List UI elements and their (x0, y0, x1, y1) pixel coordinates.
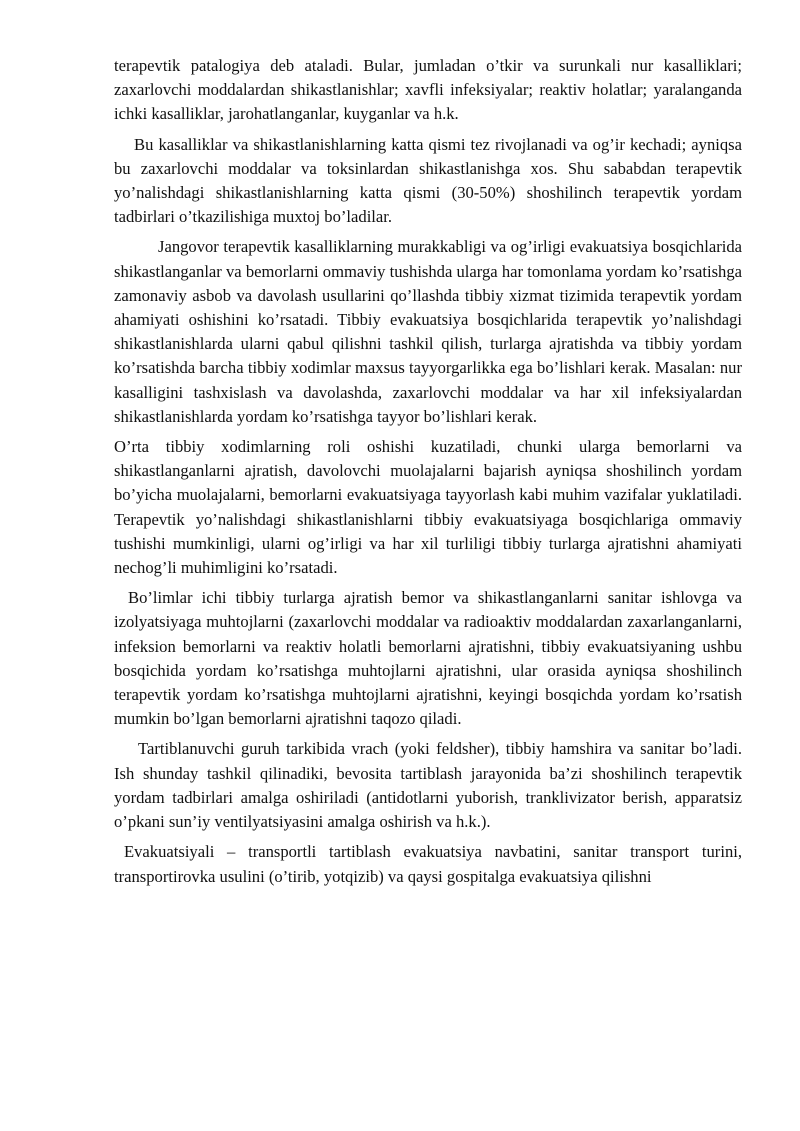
document-page (114, 54, 742, 889)
paragraph-3: Jangovor terapevtik kasalliklarning murakkabligi va og’irligi evakuatsiya bosqichlarida shikastlanganlar va bemorlarni ommaviy tushishda ularga har tomonlama yordam ko’rsatishga zamonaviy asbob va davolash usullarini qo’llashda tibbiy xizmat tizimida terapevtik yordam ahamiyati oshishini ko’rsatadi. Tibbiy evakuatsiya bosqichlarida terapevtik yo’nalishdagi shikastlanishlarda ularni qabul qilishni tashkil qilish, turlarga ajratishda va tibbiy yordam ko’rsatishda barcha tibbiy xodimlar maxsus tayyorgarlikka ega bo’lishlari kerak. Masalan: nur kasalligini tashxislash va davolashda, zaxarlovchi moddalar va har xil infeksiyalardan shikastlanishlarda yordam ko’rsatishga tayyor bo’lishlari kerak. (114, 237, 742, 426)
paragraph-5: Bo’limlar ichi tibbiy turlarga ajratish bemor va shikastlanganlarni sanitar ishlovga va izolyatsiyaga muhtojlarni (zaxarlovchi moddalar va radioaktiv moddalardan zaxarlanganlarni, infeksion bemorlarni va reaktiv holatli bemorlarni ajratishni, tibbiy evakuatsiyaning ushbu bosqichida yordam ko’rsatishga muhtojlarni ajratishni, ular orasida ayniqsa shoshilinch terapevtik yordam ko’rsatishga muhtojlarni ajratishni, keyingi bosqichda yordam ko’rsatish mumkin bo’lgan bemorlarni ajratishni taqozo qiladi. (114, 588, 742, 729)
paragraph-6: Tartiblanuvchi guruh tarkibida vrach (yoki feldsher), tibbiy hamshira va sanitar bo’ladi. Ish shunday tashkil qilinadiki, bevosita tartiblash jarayonida ba’zi shoshilinch terapevtik yordam tadbirlari amalga oshiriladi (antidotlarni yuborish, tranklivizator berish, apparatsiz o’pkani sun’iy ventilyatsiyasini amalga oshirish va h.k.). (114, 739, 742, 832)
paragraph-2: Bu kasalliklar va shikastlanishlarning katta qismi tez rivojlanadi va og’ir kechadi; ayniqsa bu zaxarlovchi moddalar va toksinlardan shikastlanishga xos. Shu sababdan terapevtik yo’nalishdagi shikastlanishlarning katta qismi (30-50%) shoshilinch terapevtik yordam tadbirlari o’tkazilishiga muxtoj bo’ladilar. (114, 134, 742, 227)
paragraph-7: Evakuatsiyali – transportli tartiblash evakuatsiya navbatini, sanitar transport turini, transportirovka usulini (o’tirib, yotqizib) va qaysi gospitalga evakuatsiya qilishni (114, 842, 742, 886)
paragraph-4: O’rta tibbiy xodimlarning roli oshishi kuzatiladi, chunki ularga bemorlarni va shikastlanganlarni ajratish, davolovchi muolajalarni bajarish ayniqsa shoshilinch yordam bo’yicha muolajalarni, bemorlarni evakuatsiyaga tayyorlash kabi muhim vazifalar yuklatiladi. Terapevtik yo’nalishdagi shikastlanishlarni tibbiy evakuatsiyaga bosqichlariga ommaviy tushishi mumkinligi, ularni og’irligi va har xil turliligi tibbiy turlarga ajratishni ahamiyati nechog’li muhimligini ko’rsatadi. (114, 437, 742, 578)
paragraph-1: terapevtik patalogiya deb ataladi. Bular, jumladan o’tkir va surunkali nur kasalliklari; zaxarlovchi moddalardan shikastlanishlar; xavfli infeksiyalar; reaktiv holatlar; yaralanganda ichki kasalliklar, jarohatlanganlar, kuyganlar va h.k. (114, 56, 742, 124)
